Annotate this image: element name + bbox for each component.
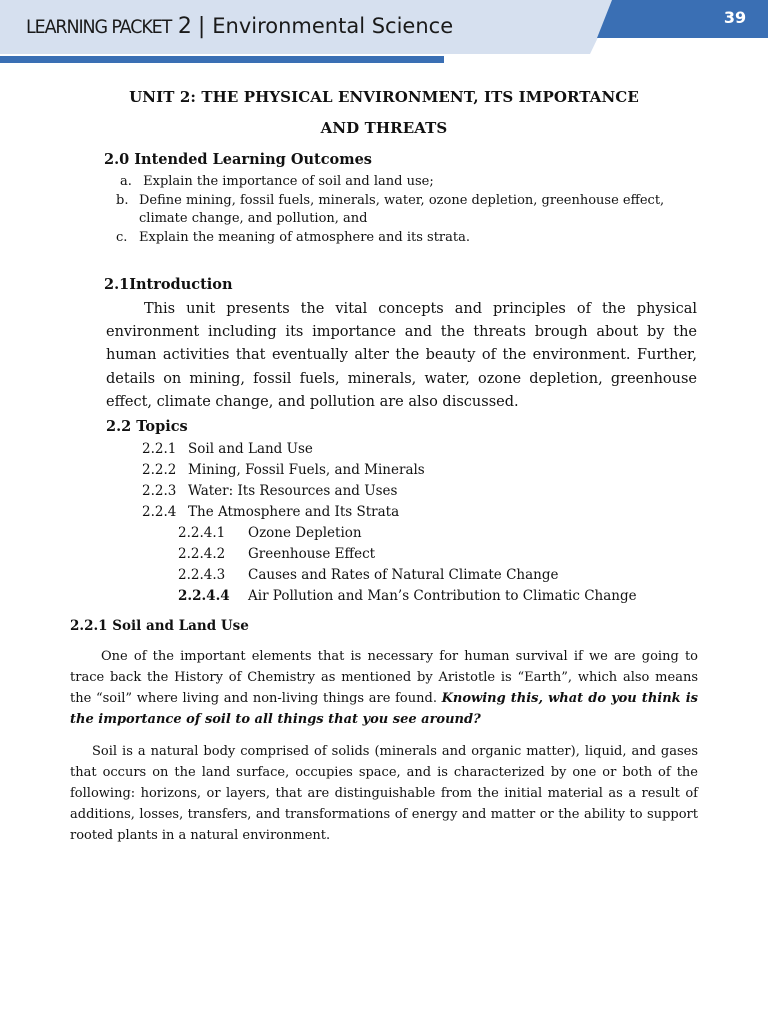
topic-label: The Atmosphere and Its Strata	[188, 504, 400, 520]
topic-number: 2.2.2	[142, 462, 177, 478]
topic-item	[142, 441, 313, 457]
subtopic-number: 2.2.4.2	[178, 546, 226, 562]
unit-title-line2: AND THREATS	[320, 119, 448, 137]
subtopic-number: 2.2.4.4	[178, 588, 230, 604]
outcome-item	[116, 230, 470, 245]
header-title	[26, 14, 453, 48]
unit-title-line1: UNIT 2: THE PHYSICAL ENVIRONMENT, ITS IMPORTANCE	[129, 88, 639, 106]
outcome-text: Explain the importance of soil and land use;	[139, 174, 434, 189]
header-separator: |	[197, 14, 206, 39]
outcome-item	[120, 174, 434, 189]
introduction-heading: 2.1Introduction	[104, 276, 233, 293]
soil-paragraph-2: Soil is a natural body comprised of solids (minerals and organic matter), liquid, and gases that occurs on the land surface, occupies space, and is characterized by one or both of the following: horizons, or layers, that are distinguishable from the initial material as a result of additions, losses, transfers, and transformations of energy and matter or the ability to support rooted plants in a natural environment.	[70, 744, 698, 843]
topic-item	[142, 483, 397, 499]
outcome-text: Explain the meaning of atmosphere and its strata.	[139, 230, 470, 245]
subtopic-item	[178, 546, 375, 562]
outcome-item-continued	[139, 211, 367, 226]
topics-heading: 2.2 Topics	[106, 418, 188, 435]
subtopic-number: 2.2.4.1	[178, 525, 226, 541]
topic-item	[142, 462, 425, 478]
topic-label: Soil and Land Use	[188, 441, 313, 457]
soil-paragraph-1-question: Knowing this, what do you think is the importance of soil to all things that you see around?	[70, 691, 698, 727]
packet-label: LEARNING PACKET	[26, 16, 172, 38]
outcome-text: climate change, and pollution, and	[139, 211, 368, 226]
subtopic-item	[178, 567, 558, 583]
subtopic-item	[178, 525, 362, 541]
subject-title: Environmental Science	[212, 14, 454, 38]
soil-section-heading: 2.2.1 Soil and Land Use	[70, 618, 249, 634]
outcome-marker: a.	[120, 174, 132, 189]
topic-label: Mining, Fossil Fuels, and Minerals	[188, 462, 425, 478]
topic-number: 2.2.3	[142, 483, 177, 499]
page-number: 39	[723, 8, 747, 27]
subtopic-label: Air Pollution and Man’s Contribution to Climatic Change	[248, 588, 637, 604]
subtopic-item	[178, 588, 637, 604]
soil-paragraph-1-text: One of the important elements that is necessary for human survival if we are going to trace back the History of Chemistry as mentioned by Aristotle is “Earth”, which also means the “soil” where living and non-living things are found.	[70, 649, 698, 706]
outcome-marker: c.	[116, 230, 128, 245]
outcome-item	[116, 193, 664, 208]
outcome-marker: b.	[116, 193, 129, 208]
outcome-text: Define mining, fossil fuels, minerals, water, ozone depletion, greenhouse effect,	[139, 193, 665, 208]
topic-label: Water: Its Resources and Uses	[188, 483, 398, 499]
subtopic-number: 2.2.4.3	[178, 567, 226, 583]
introduction-paragraph: This unit presents the vital concepts and principles of the physical environment including its importance and the threats brough about by the human activities that eventually alter the beauty of the environment. Further, details on mining, fossil fuels, minerals, water, ozone depletion, greenhouse effect, climate change, and pollution are also discussed.	[106, 301, 697, 410]
packet-number: 2	[177, 14, 192, 39]
outcomes-heading: 2.0 Intended Learning Outcomes	[104, 151, 372, 168]
soil-paragraph-1	[70, 646, 698, 730]
topic-number: 2.2.4	[142, 504, 177, 520]
subtopic-label: Ozone Depletion	[248, 525, 362, 541]
subtopic-label: Causes and Rates of Natural Climate Change	[248, 567, 559, 583]
topic-number: 2.2.1	[142, 441, 177, 457]
topic-item	[142, 504, 399, 520]
subtopic-label: Greenhouse Effect	[248, 546, 376, 562]
header-underline	[0, 56, 444, 63]
